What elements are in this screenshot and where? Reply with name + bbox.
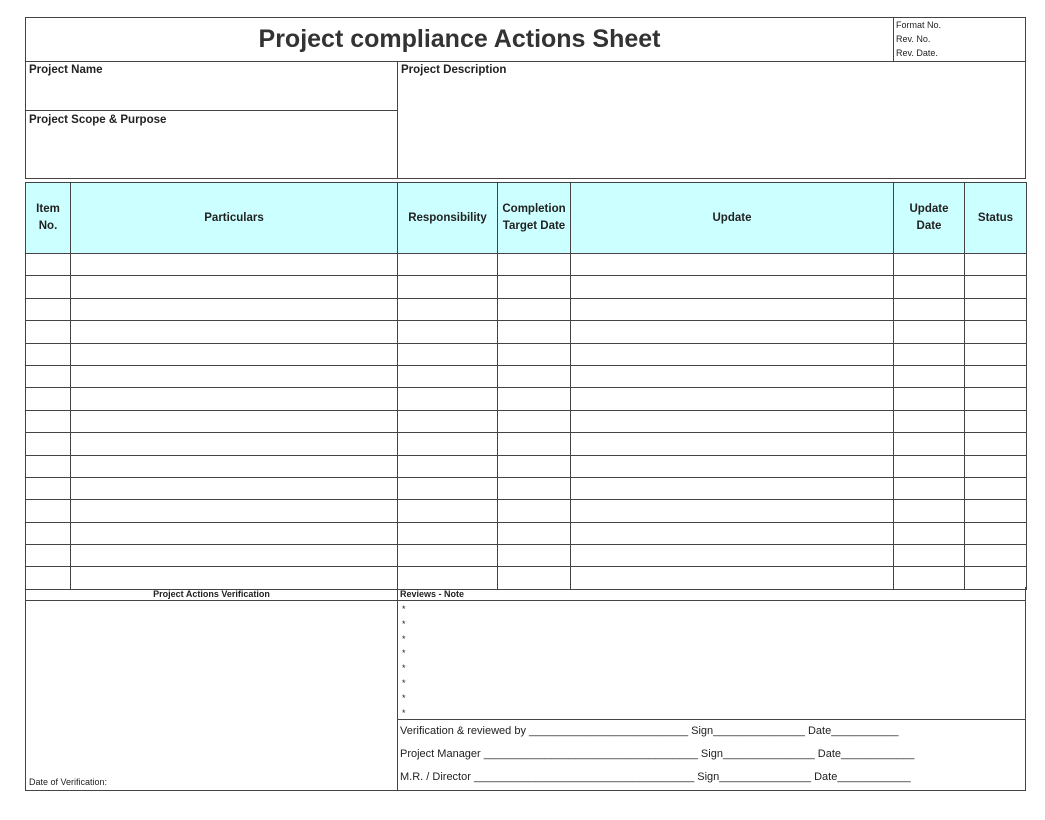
table-cell[interactable] [498,500,571,522]
table-cell[interactable] [26,298,71,320]
table-cell[interactable] [398,567,498,589]
table-cell[interactable] [571,410,894,432]
sheet-header [25,17,1026,62]
table-row [26,254,1027,276]
table-cell[interactable] [894,433,965,455]
table-row [26,433,1027,455]
table-cell[interactable] [26,477,71,499]
bottom-section [25,587,1026,791]
table-cell[interactable] [26,254,71,276]
column-header-label: Update Date [909,203,949,232]
table-cell[interactable] [71,433,398,455]
column-header-update: Update [571,183,894,254]
table-cell[interactable] [26,433,71,455]
table-cell[interactable] [965,500,1027,522]
table-cell[interactable] [571,500,894,522]
table-cell[interactable] [26,455,71,477]
verification-title: Project Actions Verification [26,587,397,601]
verification-column [26,587,398,790]
table-row [26,545,1027,567]
table-cell[interactable] [398,477,498,499]
table-cell[interactable] [498,545,571,567]
table-row [26,365,1027,387]
table-cell[interactable] [571,545,894,567]
table-cell[interactable] [71,477,398,499]
table-cell[interactable] [71,254,398,276]
table-cell[interactable] [498,567,571,589]
table-cell[interactable] [965,477,1027,499]
table-cell[interactable] [965,254,1027,276]
table-cell[interactable] [894,545,965,567]
date-of-verification-label: Date of Verification: [29,777,108,787]
column-header-label: Item No. [36,203,60,232]
table-row [26,500,1027,522]
table-cell[interactable] [26,567,71,589]
list-item: * [402,707,406,718]
table-cell[interactable] [71,545,398,567]
table-cell[interactable] [498,388,571,410]
table-cell[interactable] [965,433,1027,455]
verification-reviewed-by-line[interactable]: Verification & reviewed by __________________________ Sign_______________ Date___________ [400,725,899,737]
table-body [26,254,1027,590]
table-cell[interactable] [398,545,498,567]
table-cell[interactable] [965,388,1027,410]
table-cell[interactable] [498,298,571,320]
table-cell[interactable] [498,433,571,455]
table-cell[interactable] [71,522,398,544]
page-title: Project compliance Actions Sheet [26,18,894,61]
table-cell[interactable] [498,321,571,343]
table-cell[interactable] [965,298,1027,320]
column-header-label: Completion Target Date [502,203,566,232]
reviews-bullet-list[interactable] [402,602,406,720]
project-info [25,61,1026,179]
table-cell[interactable] [26,321,71,343]
table-cell[interactable] [398,343,498,365]
table-cell[interactable] [71,500,398,522]
table-cell[interactable] [965,567,1027,589]
table-cell[interactable] [965,410,1027,432]
table-cell[interactable] [571,455,894,477]
table-cell[interactable] [71,276,398,298]
table-cell[interactable] [571,388,894,410]
table-cell[interactable] [71,455,398,477]
table-cell[interactable] [965,276,1027,298]
column-header-particulars: Particulars [71,183,398,254]
table-cell[interactable] [894,254,965,276]
table-cell[interactable] [894,410,965,432]
table-row [26,321,1027,343]
project-scope-field[interactable] [26,111,397,178]
column-header-responsibility: Responsibility [398,183,498,254]
table-cell[interactable] [398,410,498,432]
table-cell[interactable] [498,254,571,276]
table-cell[interactable] [894,500,965,522]
table-cell[interactable] [498,477,571,499]
table-row [26,567,1027,589]
table-row [26,388,1027,410]
table-cell[interactable] [571,298,894,320]
list-item: * [402,677,406,688]
table-cell[interactable] [26,500,71,522]
table-cell[interactable] [26,276,71,298]
list-item: * [402,604,406,614]
table-cell[interactable] [571,321,894,343]
column-header-status: Status [965,183,1027,254]
table-cell[interactable] [894,388,965,410]
table-cell[interactable] [965,365,1027,387]
table-cell[interactable] [71,298,398,320]
table-cell[interactable] [498,276,571,298]
table-cell[interactable] [571,365,894,387]
table-cell[interactable] [71,567,398,589]
table-cell[interactable] [398,388,498,410]
project-description-field[interactable] [398,61,1025,178]
table-cell[interactable] [571,477,894,499]
table-row [26,455,1027,477]
actions-table [25,182,1027,590]
list-item: * [402,648,406,659]
table-cell[interactable] [26,522,71,544]
table-cell[interactable] [571,276,894,298]
table-cell[interactable] [498,522,571,544]
table-cell[interactable] [571,567,894,589]
column-header-completion-target-date [498,183,571,254]
project-name-label: Project Name [29,64,103,76]
table-cell[interactable] [571,254,894,276]
table-cell[interactable] [26,365,71,387]
project-name-field[interactable] [26,61,397,111]
table-cell[interactable] [71,388,398,410]
table-cell[interactable] [571,522,894,544]
table-cell[interactable] [398,522,498,544]
table-cell[interactable] [398,254,498,276]
table-row [26,298,1027,320]
table-cell[interactable] [71,365,398,387]
table-cell[interactable] [398,433,498,455]
rev-date-label: Rev. Date. [896,48,938,58]
table-cell[interactable] [398,276,498,298]
table-cell[interactable] [26,410,71,432]
table-row [26,276,1027,298]
reviews-column [398,587,1025,790]
format-no-label: Format No. [896,20,942,30]
list-item: * [402,692,406,703]
table-cell[interactable] [571,343,894,365]
table-cell[interactable] [894,567,965,589]
table-cell[interactable] [965,343,1027,365]
table-cell[interactable] [571,433,894,455]
column-header-update-date [894,183,965,254]
table-cell[interactable] [894,477,965,499]
project-info-left [26,61,398,178]
verification-field[interactable] [26,602,397,777]
rev-no-label: Rev. No. [896,34,931,44]
table-cell[interactable] [965,545,1027,567]
mr-director-sign-line[interactable]: M.R. / Director ____________________________________ Sign_______________ Date____________ [400,771,911,783]
table-cell[interactable] [498,343,571,365]
table-cell[interactable] [26,343,71,365]
column-header-item-no [26,183,71,254]
table-cell[interactable] [894,522,965,544]
table-cell[interactable] [894,298,965,320]
list-item: * [402,663,406,674]
table-cell[interactable] [894,343,965,365]
table-cell[interactable] [26,545,71,567]
table-cell[interactable] [26,388,71,410]
table-cell[interactable] [498,410,571,432]
table-cell[interactable] [894,455,965,477]
table-cell[interactable] [71,343,398,365]
format-info [894,18,1025,61]
table-cell[interactable] [894,276,965,298]
table-cell[interactable] [965,522,1027,544]
table-cell[interactable] [71,410,398,432]
reviews-note-title: Reviews - Note [398,587,1025,601]
project-description-label: Project Description [401,64,507,76]
table-cell[interactable] [965,321,1027,343]
table-cell[interactable] [965,455,1027,477]
signature-area [398,719,1025,790]
list-item: * [402,618,406,629]
table-cell[interactable] [498,365,571,387]
project-manager-sign-line[interactable]: Project Manager ___________________________________ Sign_______________ Date____________ [400,748,915,760]
table-cell[interactable] [71,321,398,343]
table-row [26,343,1027,365]
table-cell[interactable] [398,500,498,522]
table-cell[interactable] [894,365,965,387]
table-row [26,522,1027,544]
table-cell[interactable] [398,365,498,387]
table-cell[interactable] [498,455,571,477]
table-cell[interactable] [398,298,498,320]
project-scope-label: Project Scope & Purpose [29,114,167,126]
table-cell[interactable] [398,455,498,477]
table-row [26,477,1027,499]
list-item: * [402,633,406,644]
table-cell[interactable] [894,321,965,343]
table-header-row [26,183,1027,254]
table-row [26,410,1027,432]
table-cell[interactable] [398,321,498,343]
